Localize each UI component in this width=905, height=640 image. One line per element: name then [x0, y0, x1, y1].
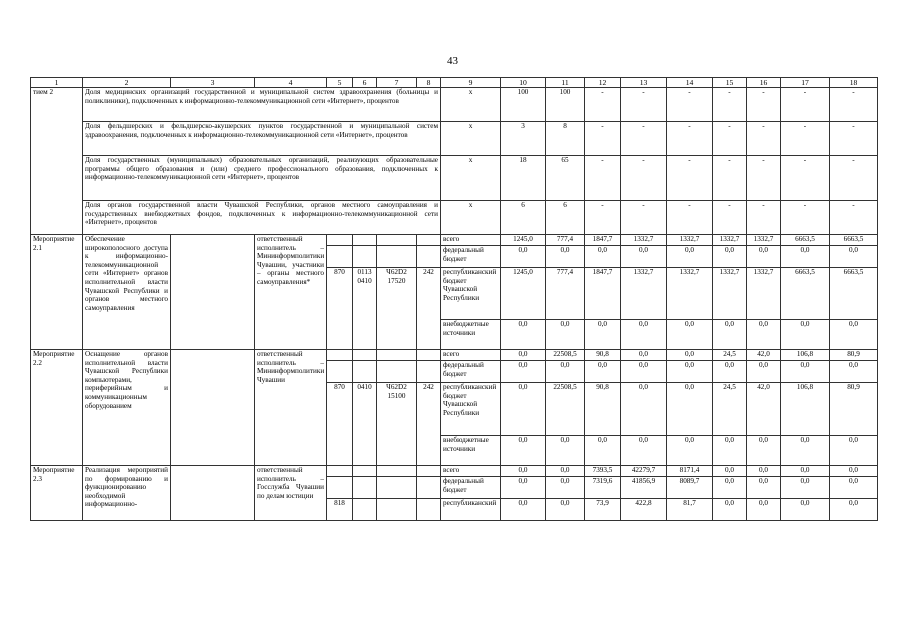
activity-label: Мероприятие 2.3 [31, 466, 83, 521]
indicator-value: - [585, 122, 621, 156]
indicator-value: 6 [546, 201, 585, 235]
funding-value: 0,0 [501, 361, 546, 383]
rzpr-code [353, 499, 377, 521]
page-number: 43 [447, 55, 458, 67]
indicator-value: - [747, 88, 781, 122]
funding-value: 8089,7 [667, 477, 713, 499]
code-cell-empty [377, 361, 417, 383]
funding-value: 106,8 [781, 350, 830, 361]
rzpr-code: 0113 0410 [353, 268, 377, 350]
indicator-value: - [667, 88, 713, 122]
funding-value: 1245,0 [501, 268, 546, 320]
funding-value: 41856,9 [621, 477, 667, 499]
funding-value: 0,0 [546, 436, 585, 466]
funding-value: 0,0 [585, 246, 621, 268]
funding-source: республиканский [441, 499, 501, 521]
code-cell-empty [377, 466, 417, 477]
indicator-row [31, 201, 878, 235]
funding-value: 777,4 [546, 268, 585, 320]
funding-value: 0,0 [501, 436, 546, 466]
indicator-value: - [667, 201, 713, 235]
indicator-value: - [830, 122, 878, 156]
funding-value: 0,0 [667, 246, 713, 268]
code-cell-empty [327, 246, 353, 268]
funding-value: 0,0 [747, 466, 781, 477]
column-header: 6 [353, 78, 377, 88]
funding-value: 0,0 [713, 499, 747, 521]
funding-value: 80,9 [830, 383, 878, 436]
column-header: 12 [585, 78, 621, 88]
code-cell-empty [353, 246, 377, 268]
indicator-value: - [781, 156, 830, 201]
funding-value: 0,0 [546, 320, 585, 350]
funding-value: 22508,5 [546, 383, 585, 436]
funding-value: 0,0 [546, 466, 585, 477]
funding-value: 8171,4 [667, 466, 713, 477]
funding-value: 0,0 [713, 361, 747, 383]
funding-value: 1332,7 [713, 268, 747, 320]
column-header: 16 [747, 78, 781, 88]
activity-name: Обеспечение широкополосного доступа к информационно-телекоммуникационной сети «Интернет» органов исполнительной власти Чувашской Республики и органов местного самоуправления [83, 235, 171, 350]
funding-value: 0,0 [713, 320, 747, 350]
indicator-x: х [441, 88, 501, 122]
indicator-value: - [747, 156, 781, 201]
funding-value: 0,0 [830, 436, 878, 466]
funding-source: внебюджетные источники [441, 320, 501, 350]
funding-value: 0,0 [585, 361, 621, 383]
indicator-row [31, 122, 878, 156]
activity-row [31, 235, 878, 246]
csr-code: Ч62D2 17520 [377, 268, 417, 350]
funding-source: республиканский бюджет Чувашской Республики [441, 268, 501, 320]
funding-value: 0,0 [546, 361, 585, 383]
activity-executor: ответственный исполнитель – Мининформполитики Чувашии [255, 350, 327, 466]
column-header: 2 [83, 78, 171, 88]
funding-value: 0,0 [713, 436, 747, 466]
column-header: 18 [830, 78, 878, 88]
code-cell-empty [327, 235, 353, 246]
funding-value: 24,5 [713, 350, 747, 361]
funding-value: 0,0 [830, 499, 878, 521]
funding-value: 0,0 [830, 320, 878, 350]
indicator-value: - [747, 122, 781, 156]
code-cell-empty [377, 350, 417, 361]
indicator-value: - [713, 201, 747, 235]
funding-value: 0,0 [546, 477, 585, 499]
funding-value: 0,0 [747, 436, 781, 466]
code-cell-empty [327, 350, 353, 361]
funding-value: 0,0 [501, 246, 546, 268]
funding-value: 0,0 [621, 350, 667, 361]
indicator-value: - [830, 88, 878, 122]
funding-source: республиканский бюджет Чувашской Республики [441, 383, 501, 436]
indicator-value: 65 [546, 156, 585, 201]
rzpr-code: 0410 [353, 383, 377, 466]
funding-value: 0,0 [781, 477, 830, 499]
indicator-value: 100 [501, 88, 546, 122]
funding-value: 6663,5 [781, 268, 830, 320]
activity-empty-cell [171, 466, 255, 521]
funding-value: 0,0 [667, 383, 713, 436]
code-cell-empty [377, 477, 417, 499]
activity-name: Оснащение органов исполнительной власти Чувашской Республики компьютерами, периферийным и коммуникационным оборудованием [83, 350, 171, 466]
csr-code [377, 499, 417, 521]
code-cell-empty [353, 477, 377, 499]
funding-value: 0,0 [781, 320, 830, 350]
code-cell-empty [417, 477, 441, 499]
indicator-value: - [781, 122, 830, 156]
funding-value: 6663,5 [830, 268, 878, 320]
indicator-value: 18 [501, 156, 546, 201]
funding-value: 0,0 [546, 499, 585, 521]
funding-value: 0,0 [781, 361, 830, 383]
funding-value: 0,0 [621, 361, 667, 383]
activity-label: Мероприятие 2.2 [31, 350, 83, 466]
indicator-value: - [585, 201, 621, 235]
funding-value: 0,0 [667, 320, 713, 350]
column-header: 1 [31, 78, 83, 88]
column-header: 4 [255, 78, 327, 88]
csr-code: Ч62D2 15100 [377, 383, 417, 466]
code-cell-empty [417, 235, 441, 246]
funding-source: всего [441, 235, 501, 246]
funding-source: федеральный бюджет [441, 246, 501, 268]
funding-value: 1332,7 [747, 235, 781, 246]
funding-value: 1332,7 [621, 268, 667, 320]
column-header: 8 [417, 78, 441, 88]
funding-value: 1847,7 [585, 235, 621, 246]
code-cell-empty [353, 235, 377, 246]
funding-value: 0,0 [781, 246, 830, 268]
funding-value: 0,0 [501, 477, 546, 499]
funding-value: 0,0 [747, 320, 781, 350]
code-cell-empty [327, 477, 353, 499]
funding-value: 0,0 [830, 361, 878, 383]
funding-value: 42,0 [747, 383, 781, 436]
funding-value: 1332,7 [667, 268, 713, 320]
funding-value: 1332,7 [621, 235, 667, 246]
funding-value: 0,0 [667, 436, 713, 466]
activity-empty-cell [171, 235, 255, 350]
indicator-value: - [585, 88, 621, 122]
vr-code: 242 [417, 383, 441, 466]
funding-value: 0,0 [830, 477, 878, 499]
funding-value: 0,0 [667, 361, 713, 383]
activity-label: Мероприятие 2.1 [31, 235, 83, 350]
indicator-value: - [621, 88, 667, 122]
header-row [31, 78, 878, 88]
indicator-value: - [747, 201, 781, 235]
funding-value: 0,0 [667, 350, 713, 361]
activity-row [31, 466, 878, 477]
funding-value: 106,8 [781, 383, 830, 436]
code-cell-empty [353, 466, 377, 477]
funding-value: 42,0 [747, 350, 781, 361]
funding-value: 0,0 [830, 466, 878, 477]
indicator-value: - [585, 156, 621, 201]
funding-value: 81,7 [667, 499, 713, 521]
code-cell-empty [353, 350, 377, 361]
funding-value: 7319,6 [585, 477, 621, 499]
funding-value: 0,0 [501, 320, 546, 350]
column-header: 11 [546, 78, 585, 88]
grbs-code: 870 [327, 268, 353, 350]
funding-value: 0,0 [501, 466, 546, 477]
code-cell-empty [327, 466, 353, 477]
code-cell-empty [353, 361, 377, 383]
indicator-value: 100 [546, 88, 585, 122]
indicator-value: - [667, 156, 713, 201]
funding-value: 80,9 [830, 350, 878, 361]
funding-value: 0,0 [713, 466, 747, 477]
funding-value: 1332,7 [667, 235, 713, 246]
activity-empty-cell [171, 350, 255, 466]
indicator-value: - [830, 156, 878, 201]
code-cell-empty [327, 361, 353, 383]
funding-value: 0,0 [781, 466, 830, 477]
funding-value: 0,0 [747, 361, 781, 383]
funding-value: 6663,5 [781, 235, 830, 246]
funding-value: 0,0 [501, 383, 546, 436]
funding-value: 0,0 [621, 246, 667, 268]
column-header: 14 [667, 78, 713, 88]
indicator-value: - [830, 201, 878, 235]
activity-row [31, 350, 878, 361]
indicator-value: - [621, 122, 667, 156]
indicator-value: - [713, 156, 747, 201]
funding-value: 0,0 [621, 436, 667, 466]
funding-source: федеральный бюджет [441, 361, 501, 383]
code-cell-empty [377, 235, 417, 246]
indicator-text: Доля государственных (муниципальных) образовательных организаций, реализующих образовательные программы общего образования и (или) среднего профессионального образования, подключенных к информационно-телекоммуникационной сети «Интернет», процентов [83, 156, 441, 201]
funding-value: 1245,0 [501, 235, 546, 246]
funding-value: 0,0 [713, 246, 747, 268]
funding-value: 0,0 [621, 383, 667, 436]
indicator-value: - [621, 156, 667, 201]
funding-value: 0,0 [830, 246, 878, 268]
column-header: 7 [377, 78, 417, 88]
vr-code [417, 499, 441, 521]
indicator-value: 3 [501, 122, 546, 156]
indicator-row [31, 88, 878, 122]
indicator-value: - [713, 88, 747, 122]
indicator-value: - [781, 201, 830, 235]
column-header: 10 [501, 78, 546, 88]
funding-value: 777,4 [546, 235, 585, 246]
activity-executor: ответственный исполнитель – Мининформполитики Чувашии, участники – органы местного самоуправления* [255, 235, 327, 350]
column-header: 5 [327, 78, 353, 88]
funding-value: 0,0 [546, 246, 585, 268]
funding-value: 0,0 [501, 350, 546, 361]
indicator-value: - [621, 201, 667, 235]
column-header: 15 [713, 78, 747, 88]
funding-value: 0,0 [747, 246, 781, 268]
indicator-value: - [667, 122, 713, 156]
indicator-x: х [441, 201, 501, 235]
funding-value: 422,8 [621, 499, 667, 521]
funding-value: 6663,5 [830, 235, 878, 246]
column-header: 9 [441, 78, 501, 88]
code-cell-empty [417, 361, 441, 383]
funding-source: всего [441, 466, 501, 477]
indicator-value: 8 [546, 122, 585, 156]
funding-value: 0,0 [621, 320, 667, 350]
indicator-text: Доля медицинских организаций государственной и муниципальной систем здравоохранения (больницы и поликлиники), подключенных к информационно-телекоммуникационной сети «Интернет», процентов [83, 88, 441, 122]
indicator-text: Доля органов государственной власти Чувашской Республики, органов местного самоуправления и государственных внебюджетных фондов, подключенных к информационно-телекоммуникационной сети «Интернет», процентов [83, 201, 441, 235]
column-header: 13 [621, 78, 667, 88]
column-header: 17 [781, 78, 830, 88]
funding-value: 0,0 [585, 436, 621, 466]
funding-value: 90,8 [585, 383, 621, 436]
funding-value: 0,0 [781, 436, 830, 466]
column-header: 3 [171, 78, 255, 88]
indicator-value: 6 [501, 201, 546, 235]
grbs-code: 870 [327, 383, 353, 466]
grbs-code: 818 [327, 499, 353, 521]
funding-value: 24,5 [713, 383, 747, 436]
code-cell-empty [377, 246, 417, 268]
funding-value: 73,9 [585, 499, 621, 521]
funding-value: 1332,7 [747, 268, 781, 320]
indicator-text: Доля фельдшерских и фельдшерско-акушерских пунктов государственной и муниципальной систем здравоохранения, подключенных к информационно-телекоммуникационной сети «Интернет», процентов [83, 122, 441, 156]
funding-value: 90,8 [585, 350, 621, 361]
funding-value: 0,0 [713, 477, 747, 499]
funding-value: 42279,7 [621, 466, 667, 477]
funding-value: 0,0 [501, 499, 546, 521]
indicator-value: - [781, 88, 830, 122]
indicator-group-label: тием 2 [31, 88, 83, 235]
funding-source: федеральный бюджет [441, 477, 501, 499]
indicator-x: х [441, 156, 501, 201]
indicator-row [31, 156, 878, 201]
funding-value: 0,0 [585, 320, 621, 350]
code-cell-empty [417, 350, 441, 361]
budget-table [30, 77, 878, 521]
indicator-x: х [441, 122, 501, 156]
indicator-value: - [713, 122, 747, 156]
funding-source: внебюджетные источники [441, 436, 501, 466]
code-cell-empty [417, 466, 441, 477]
activity-name: Реализация мероприятий по формированию и функционированию необходимой информационно- [83, 466, 171, 521]
funding-value: 1847,7 [585, 268, 621, 320]
vr-code: 242 [417, 268, 441, 350]
funding-value: 0,0 [747, 499, 781, 521]
code-cell-empty [417, 246, 441, 268]
funding-source: всего [441, 350, 501, 361]
activity-executor: ответственный исполнитель – Госслужба Чувашии по делам юстиции [255, 466, 327, 521]
funding-value: 0,0 [781, 499, 830, 521]
funding-value: 1332,7 [713, 235, 747, 246]
funding-value: 7393,5 [585, 466, 621, 477]
funding-value: 22508,5 [546, 350, 585, 361]
funding-value: 0,0 [747, 477, 781, 499]
